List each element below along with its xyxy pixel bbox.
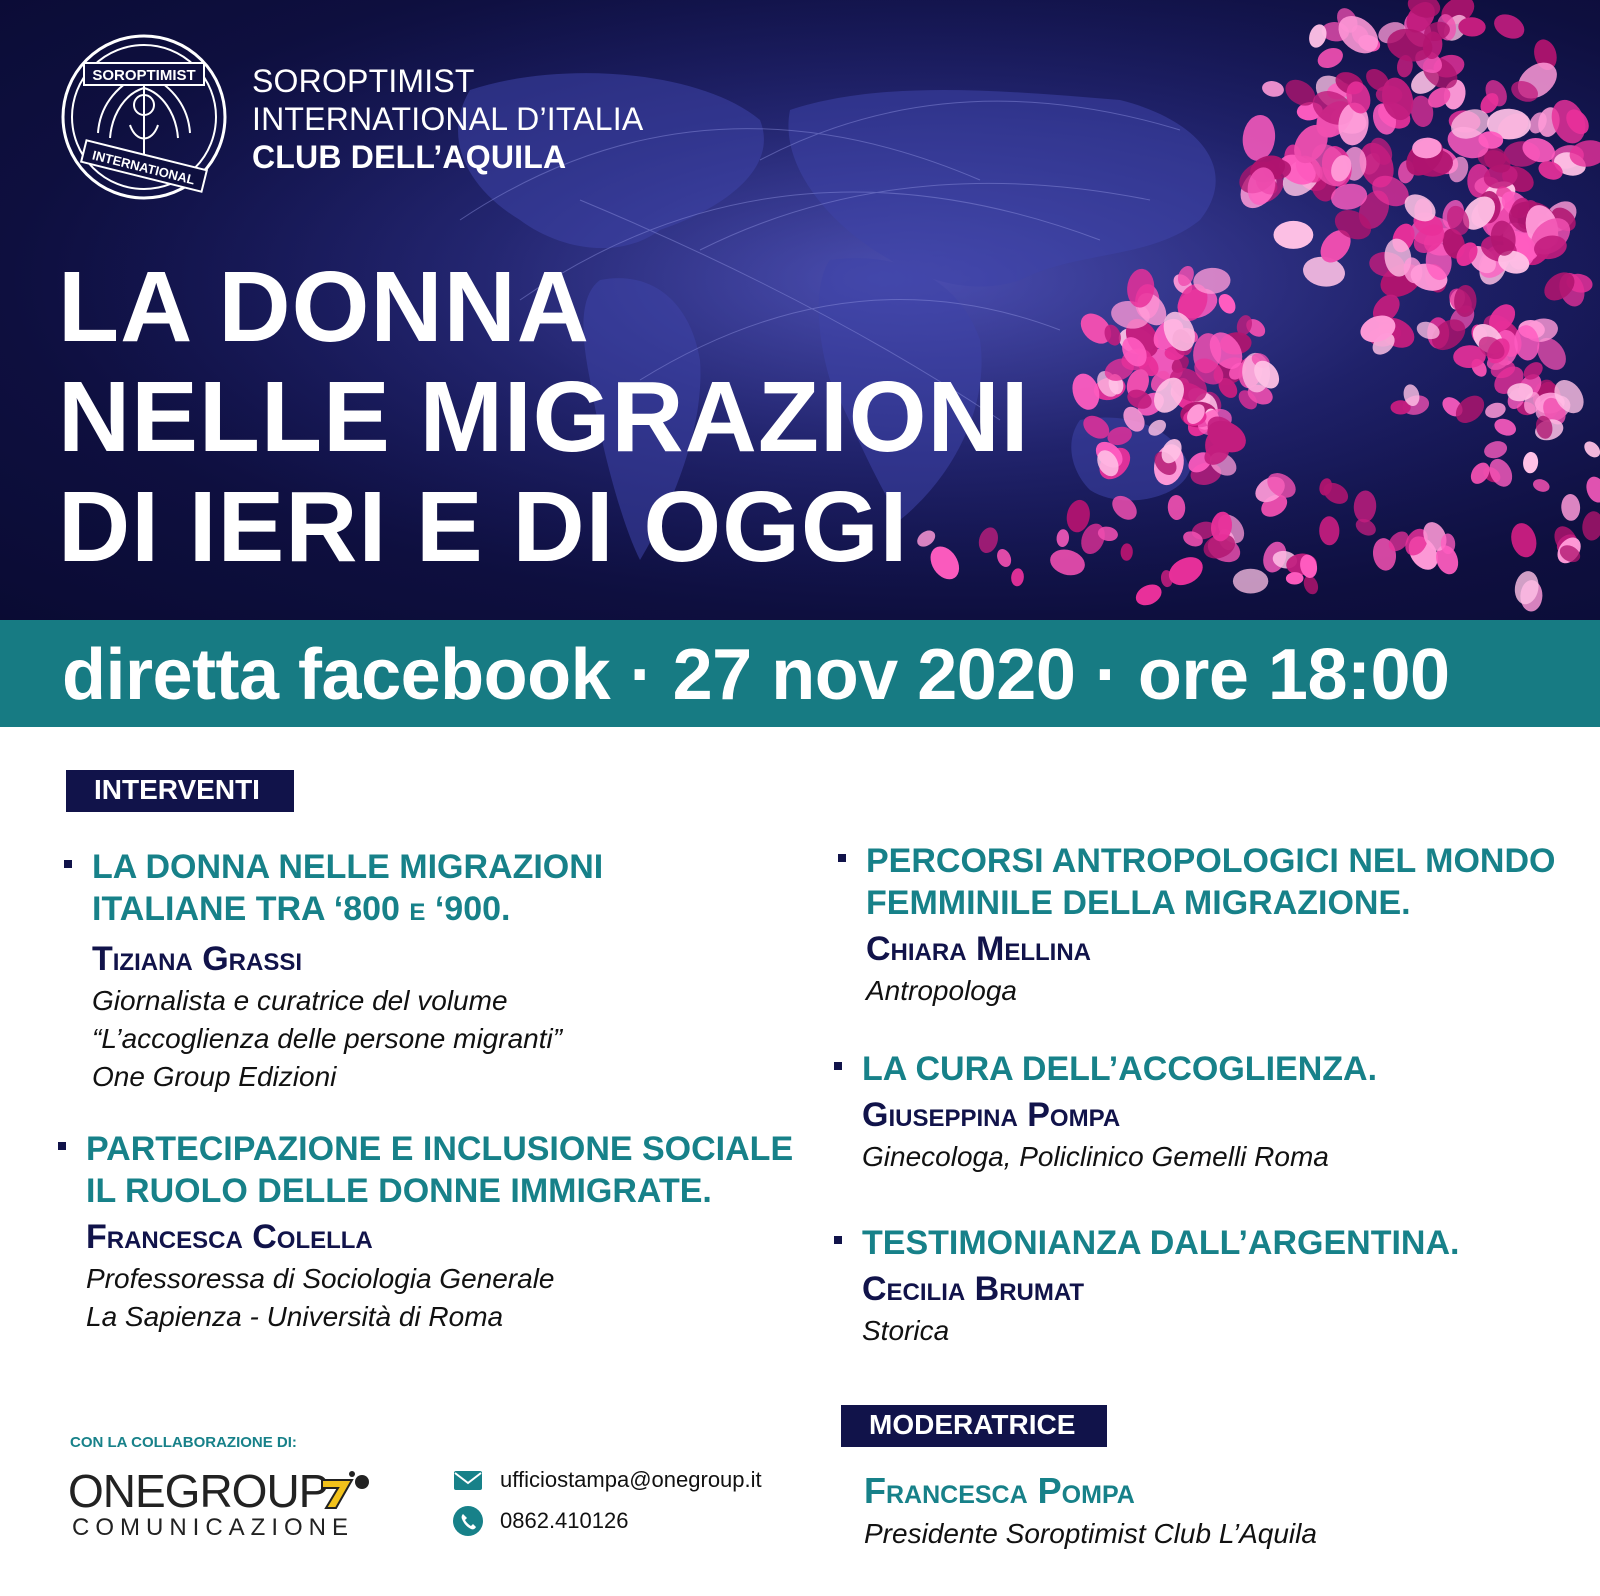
bullet-icon xyxy=(834,1062,842,1070)
petal xyxy=(1490,10,1528,44)
bullet-icon xyxy=(64,860,72,868)
petal xyxy=(1132,580,1165,609)
event-title xyxy=(58,252,1030,582)
petal xyxy=(1522,451,1539,474)
petal xyxy=(1561,494,1581,522)
email-address[interactable]: ufficiostampa@onegroup.it xyxy=(500,1467,762,1492)
title-line-3: DI IERI E DI OGGI xyxy=(58,471,909,583)
moderator-name: Francesca Pompa xyxy=(864,1470,1135,1511)
bullet-icon xyxy=(58,1142,66,1150)
petal xyxy=(1531,477,1551,494)
petal xyxy=(1215,291,1239,317)
soroptimist-logo xyxy=(60,33,228,201)
interventi-label: INTERVENTI xyxy=(66,770,294,812)
petal xyxy=(1167,495,1186,521)
phone-icon xyxy=(452,1505,484,1537)
speaker-role: Antropologa xyxy=(866,975,1018,1006)
hero-banner xyxy=(0,0,1600,620)
title-line-1: LA DONNA xyxy=(58,251,591,363)
event-date-time: diretta facebook · 27 nov 2020 · ore 18:00 xyxy=(62,635,1450,715)
brand-name: ONEGROUP xyxy=(68,1465,329,1517)
petal xyxy=(1580,510,1600,542)
petal xyxy=(1240,113,1278,163)
talk-item xyxy=(92,846,792,1096)
petal xyxy=(1261,79,1286,98)
talk-item xyxy=(866,840,1566,1010)
petal xyxy=(1492,416,1519,439)
moderatrice-label: MODERATRICE xyxy=(841,1405,1107,1447)
petal xyxy=(1108,491,1142,524)
petal xyxy=(1120,543,1133,561)
logo-text-top: SOROPTIMIST xyxy=(92,67,196,84)
onegroup-mark-icon xyxy=(318,1470,374,1512)
petal xyxy=(1233,569,1268,594)
talk-title: LA CURA DELL’ACCOGLIENZA. xyxy=(862,1050,1378,1088)
email-contact[interactable] xyxy=(452,1464,762,1496)
talk-item xyxy=(86,1128,806,1336)
talk-item xyxy=(862,1048,1562,1176)
speaker-name: Francesca Colella xyxy=(86,1218,373,1256)
title-line-2: NELLE MIGRAZIONI xyxy=(58,361,1030,473)
petal xyxy=(1056,529,1070,548)
petal xyxy=(1274,221,1314,249)
petal xyxy=(1583,474,1600,505)
org-line-1: SOROPTIMIST xyxy=(252,63,475,99)
speaker-role: Professoressa di Sociologia Generale La Sapienza - Università di Roma xyxy=(86,1263,555,1332)
org-line-2: INTERNATIONAL D’ITALIA xyxy=(252,101,644,137)
petal xyxy=(1508,520,1541,560)
org-line-3: CLUB DELL’AQUILA xyxy=(252,139,567,175)
bullet-icon xyxy=(834,1236,842,1244)
speaker-name: Giuseppina Pompa xyxy=(862,1096,1121,1134)
speaker-role: Ginecologa, Policlinico Gemelli Roma xyxy=(862,1141,1329,1172)
speaker-name: Cecilia Brumat xyxy=(862,1270,1085,1308)
talk-title: PARTECIPAZIONE E INCLUSIONE SOCIALE IL RUOLO DELLE DONNE IMMIGRATE. xyxy=(86,1130,794,1210)
speaker-role: Giornalista e curatrice del volume “L’accoglienza delle persone migranti” One Group Edizioni xyxy=(92,985,563,1092)
petal xyxy=(1319,516,1340,545)
speaker-name: Tiziana Grassi xyxy=(92,940,303,978)
petal xyxy=(1145,417,1169,439)
bullet-icon xyxy=(838,854,846,862)
speaker-role: Storica xyxy=(862,1315,950,1346)
logo-text-bottom: INTERNATIONAL xyxy=(90,147,197,188)
talk-title: LA DONNA NELLE MIGRAZIONI ITALIANE TRA ‘800 E ‘900. xyxy=(92,848,604,928)
organization-name xyxy=(252,62,643,176)
phone-contact[interactable] xyxy=(452,1505,628,1537)
petal xyxy=(1047,546,1088,580)
petal xyxy=(1581,438,1600,460)
onegroup-logo xyxy=(68,1466,378,1540)
speaker-name: Chiara Mellina xyxy=(866,930,1091,968)
petal xyxy=(1482,439,1509,461)
phone-number[interactable]: 0862.410126 xyxy=(500,1508,629,1533)
talk-title: TESTIMONIANZA DALL’ARGENTINA. xyxy=(862,1224,1460,1262)
petal xyxy=(1353,490,1377,523)
envelope-icon xyxy=(452,1464,484,1496)
talk-title: PERCORSI ANTROPOLOGICI NEL MONDO FEMMINILE DELLA MIGRAZIONE. xyxy=(866,842,1556,922)
talk-item xyxy=(862,1222,1562,1350)
collaboration-label: CON LA COLLABORAZIONE DI: xyxy=(70,1434,297,1451)
moderator-role: Presidente Soroptimist Club L’Aquila xyxy=(864,1518,1317,1549)
petal xyxy=(1314,44,1346,72)
petal xyxy=(1483,400,1507,420)
brand-subtitle: COMUNICAZIONE xyxy=(72,1514,354,1541)
